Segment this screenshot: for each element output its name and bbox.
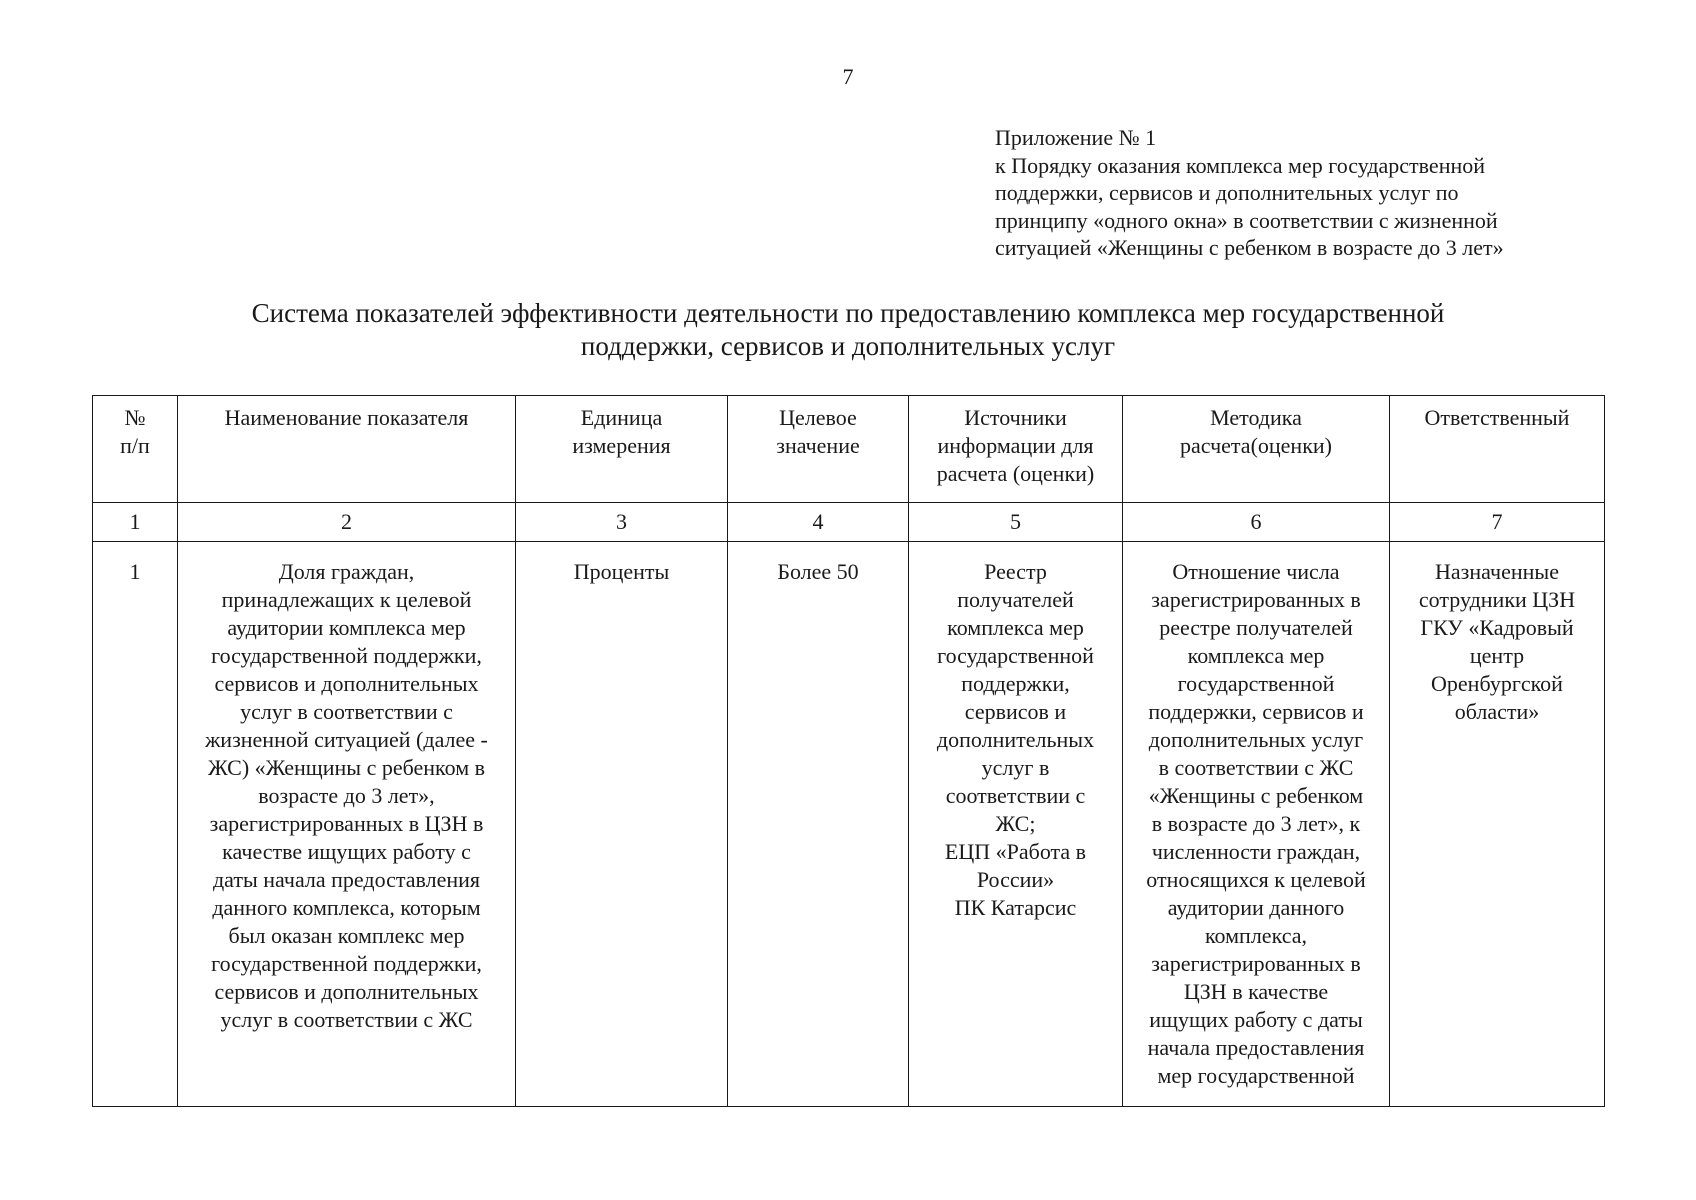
cell-text-line: ПК Катарсис (954, 895, 1077, 920)
cell-text-line: государственной (1177, 671, 1335, 696)
cell-text-line: данного комплекса, которым (212, 895, 481, 920)
cell-text-line: Назначенные (1435, 559, 1559, 584)
cell-text-line: ищущих работу с даты (1149, 1007, 1363, 1032)
cell-text-line: соответствии с (945, 783, 1086, 808)
cell-text-line: Источники (964, 405, 1067, 430)
cell-text-line: комплекса мер (1187, 643, 1325, 668)
cell-text-line: услуг в (981, 755, 1050, 780)
header-cell-responsible (1390, 396, 1605, 503)
cell-text-line: ГКУ «Кадровый (1420, 615, 1574, 640)
cell-text-line: получателей (957, 587, 1074, 612)
cell-text-line: центр (1469, 643, 1525, 668)
cell-text-line: области» (1454, 699, 1540, 724)
cell-text-line: качестве ищущих работу с (222, 839, 471, 864)
cell-text-line: комплекса мер (947, 615, 1084, 640)
table-row (93, 542, 1605, 1107)
appendix-line: Приложение № 1 (995, 125, 1157, 150)
cell-text-line: Доля граждан, (278, 559, 415, 584)
cell-text-line: аудитории данного (1167, 895, 1345, 920)
cell-text-line: начала предоставления (1147, 1035, 1365, 1060)
target-value-cell (728, 542, 909, 1107)
cell-text-line: ЖС) «Женщины с ребенком в (208, 755, 485, 780)
title-line: поддержки, сервисов и дополнительных услуг (580, 331, 1116, 361)
cell-text-line: сервисов и дополнительных (214, 671, 479, 696)
row-number-cell (93, 542, 178, 1107)
cell-text-line: № (124, 405, 146, 430)
cell-text-line: ЦЗН в качестве (1183, 979, 1329, 1004)
cell-text-line: даты начала предоставления (212, 867, 481, 892)
cell-text-line: мер государственной (1157, 1063, 1355, 1088)
header-cell-method (1123, 396, 1390, 503)
cell-text-line: Единица (580, 405, 663, 430)
cell-text-line: Целевое (779, 405, 857, 430)
cell-text-line: государственной поддержки, (211, 951, 482, 976)
cell-text-line: зарегистрированных в (1151, 951, 1361, 976)
appendix-line: к Порядку оказания комплекса мер государственной (995, 152, 1486, 178)
column-number-row (93, 503, 1605, 542)
cell-text-line: России» (976, 867, 1055, 892)
cell-text-line: Отношение числа (1172, 559, 1340, 584)
cell-text-line: зарегистрированных в (1151, 587, 1361, 612)
cell-text-line: расчета(оценки) (1180, 433, 1332, 458)
cell-text-line: реестре получателей (1159, 615, 1353, 640)
title-line: Система показателей эффективности деятельности по предоставлению комплекса мер государственной (251, 298, 1445, 328)
cell-text-line: численности граждан, (1151, 839, 1361, 864)
cell-text-line: 1 (129, 559, 141, 584)
cell-text-line: был оказан комплекс мер (228, 923, 465, 948)
indicator-name-cell (178, 542, 516, 1107)
responsible-cell (1390, 542, 1605, 1107)
cell-text-line: измерения (572, 433, 671, 458)
cell-text-line: возрасте до 3 лет», (258, 783, 435, 808)
cell-text-line: в возрасте до 3 лет», к (1151, 811, 1361, 836)
cell-text-line: зарегистрированных в ЦЗН в (209, 811, 484, 836)
column-number-cell: 4 (728, 503, 909, 542)
cell-text-line: сервисов и (964, 699, 1067, 724)
info-sources-cell (909, 542, 1123, 1107)
cell-text-line: услуг в соответствии с ЖС (220, 1007, 473, 1032)
column-number-cell: 3 (516, 503, 728, 542)
page-number: 7 (842, 64, 854, 89)
column-number-cell: 2 (178, 503, 516, 542)
cell-text-line: государственной поддержки, (211, 643, 482, 668)
unit-cell (516, 542, 728, 1107)
cell-text-line: Реестр (984, 559, 1047, 584)
cell-text-line: аудитории комплекса мер (227, 615, 466, 640)
cell-text-line: комплекса, (1204, 923, 1308, 948)
cell-text-line: Методика (1210, 405, 1302, 430)
document-title (0, 297, 1696, 363)
column-number-cell: 1 (93, 503, 178, 542)
cell-text-line: поддержки, сервисов и (1148, 699, 1364, 724)
cell-text-line: жизненной ситуацией (далее - (205, 727, 488, 752)
cell-text-line: относящихся к целевой (1146, 867, 1366, 892)
appendix-line: принципу «одного окна» в соответствии с жизненной (995, 207, 1498, 233)
method-cell (1123, 542, 1390, 1107)
cell-text-line: «Женщины с ребенком (1148, 783, 1364, 808)
cell-text-line: Проценты (573, 559, 670, 584)
cell-text-line: сотрудники ЦЗН (1418, 587, 1576, 612)
header-cell-number (93, 396, 178, 503)
cell-text-line: Наименование показателя (224, 405, 469, 430)
cell-text-line: ЕЦП «Работа в (944, 839, 1087, 864)
header-cell-indicator-name (178, 396, 516, 503)
cell-text-line: поддержки, (961, 671, 1070, 696)
appendix-line: поддержки, сервисов и дополнительных услуг по (995, 180, 1459, 205)
cell-text-line: сервисов и дополнительных (214, 979, 479, 1004)
cell-text-line: Оренбургской (1431, 671, 1563, 696)
cell-text-line: Ответственный (1424, 405, 1570, 430)
cell-text-line: услуг в соответствии с (240, 699, 453, 724)
cell-text-line: дополнительных услуг (1148, 727, 1364, 752)
header-cell-unit (516, 396, 728, 503)
table-header-row (93, 396, 1605, 503)
cell-text-line: значение (776, 433, 860, 458)
column-number-cell: 6 (1123, 503, 1390, 542)
cell-text-line: п/п (120, 433, 150, 458)
column-number-cell: 5 (909, 503, 1123, 542)
appendix-line: ситуацией «Женщины с ребенком в возрасте до 3 лет» (995, 235, 1504, 260)
header-cell-target-value (728, 396, 909, 503)
appendix-note (995, 124, 1615, 262)
column-number-cell: 7 (1390, 503, 1605, 542)
indicators-table (92, 395, 1605, 1107)
cell-text-line: расчета (оценки) (936, 461, 1095, 486)
cell-text-line: информации для (937, 433, 1094, 458)
cell-text-line: государственной (937, 643, 1094, 668)
cell-text-line: ЖС; (995, 811, 1036, 836)
cell-text-line: дополнительных (936, 727, 1095, 752)
cell-text-line: в соответствии с ЖС (1158, 755, 1354, 780)
cell-text-line: принадлежащих к целевой (221, 587, 472, 612)
cell-text-line: Более 50 (777, 559, 859, 584)
header-cell-info-sources (909, 396, 1123, 503)
